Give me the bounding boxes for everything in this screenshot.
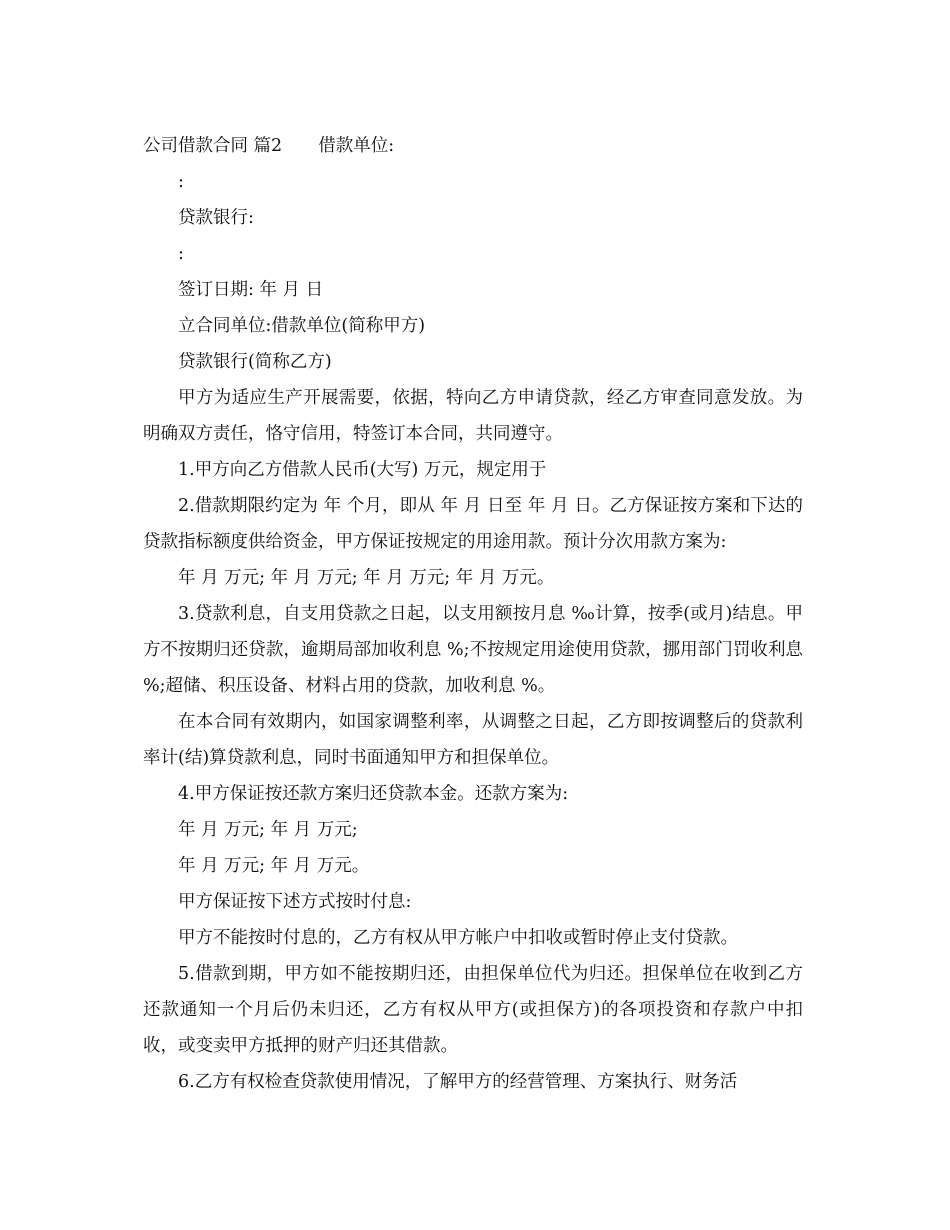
- contract-body: [143, 128, 803, 1100]
- paragraph: 1.甲方向乙方借款人民币(大写) 万元，规定用于: [178, 460, 547, 480]
- paragraph: 甲方为适应生产开展需要，依据，特向乙方申请贷款，经乙方审查同意发放。为明确双方责任，恪守信用，特签订本合同，共同遵守。: [143, 388, 803, 444]
- paragraph: 贷款银行:: [178, 208, 254, 228]
- paragraph: 年 月 万元; 年 月 万元;: [178, 820, 358, 840]
- paragraph: 6.乙方有权检查贷款使用情况，了解甲方的经营管理、方案执行、财务活: [178, 1072, 738, 1092]
- paragraph: 3.贷款利息，自支用贷款之日起，以支用额按月息 ‰计算，按季(或月)结息。甲方不按期归还贷款，逾期局部加收利息 %;不按规定用途使用贷款，挪用部门罚收利息 %;超储、积压设备、材料占用的贷款，加收利息 %。: [143, 604, 803, 696]
- paragraph: 年 月 万元; 年 月 万元; 年 月 万元; 年 月 万元。: [178, 568, 555, 588]
- paragraph: 甲方保证按下述方式按时付息:: [178, 892, 412, 912]
- paragraph: 签订日期: 年 月 日: [178, 280, 324, 300]
- paragraph: 4.甲方保证按还款方案归还贷款本金。还款方案为:: [178, 784, 569, 804]
- paragraph: 贷款银行(简称乙方): [178, 352, 332, 372]
- paragraph: 在本合同有效期内，如国家调整利率，从调整之日起，乙方即按调整后的贷款利率计(结)算贷款利息，同时书面通知甲方和担保单位。: [143, 712, 803, 768]
- paragraph: 2.借款期限约定为 年 个月，即从 年 月 日至 年 月 日。乙方保证按方案和下达的贷款指标额度供给资金，甲方保证按规定的用途用款。预计分次用款方案为:: [143, 496, 803, 552]
- borrower-label: 借款单位:: [318, 136, 395, 156]
- paragraph: 甲方不能按时付息的，乙方有权从甲方帐户中扣收或暂时停止支付贷款。: [178, 928, 738, 948]
- contract-title: 公司借款合同 篇2: [143, 136, 283, 156]
- paragraph: :: [178, 244, 184, 264]
- paragraph: 5.借款到期，甲方如不能按期归还，由担保单位代为归还。担保单位在收到乙方还款通知一个月后仍未归还，乙方有权从甲方(或担保方)的各项投资和存款户中扣收，或变卖甲方抵押的财产归还其借款。: [143, 964, 803, 1056]
- paragraph: :: [178, 172, 184, 192]
- paragraph: 立合同单位:借款单位(简称甲方): [178, 316, 426, 336]
- paragraph: 年 月 万元; 年 月 万元。: [178, 856, 370, 876]
- contract-heading-line: [143, 128, 803, 164]
